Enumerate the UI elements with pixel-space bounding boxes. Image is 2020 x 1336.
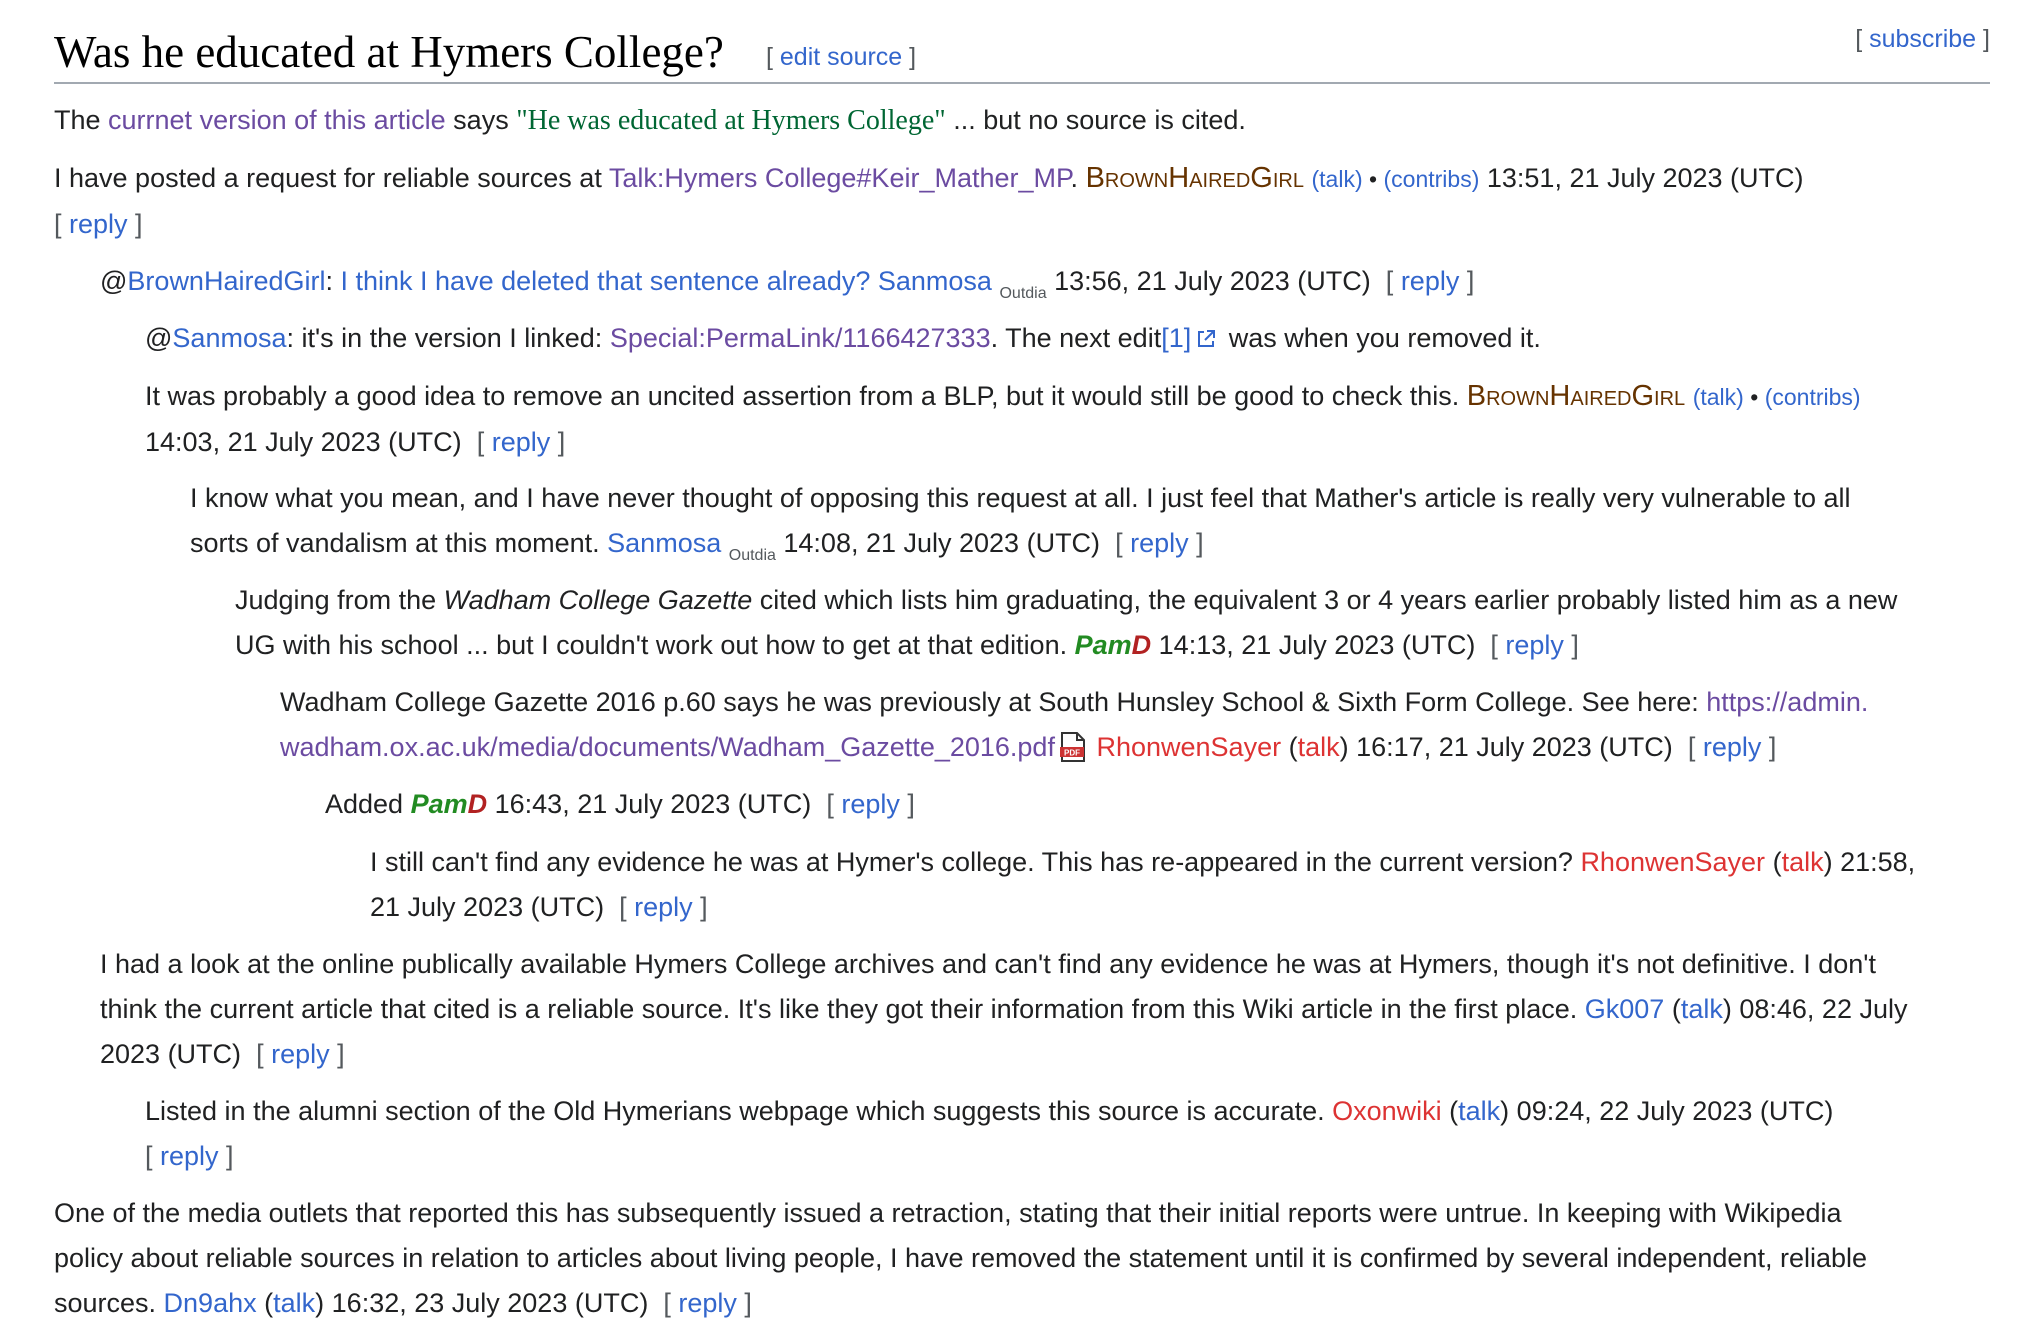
quoted-text: "He was educated at Hymers College" — [516, 105, 946, 136]
comment-line — [280, 680, 2000, 725]
comment-line: policy about reliable sources in relation to articles about living people, I have removed the statement until it is confirmed by several independent, reliable — [54, 1243, 1868, 1273]
comment-text: I still can't find any evidence he was at Hymer's college. This has re-appeared in the current version? — [370, 847, 1581, 877]
reply-control: [ reply ] — [256, 1039, 345, 1069]
at-symbol: @ — [145, 323, 173, 353]
comment-1 — [54, 98, 1246, 143]
reply-control: [ reply ] — [1385, 266, 1475, 296]
timestamp: 14:08, 21 July 2023 (UTC) — [775, 528, 1101, 558]
comment-line: I had a look at the online publically available Hymers College archives and can't find any evidence he was at Hymers, though it's not definitive. I don't — [100, 949, 1876, 979]
comment-line — [235, 578, 1995, 623]
reply-button[interactable]: reply — [1505, 630, 1564, 660]
user-subscript: Outdia — [728, 547, 776, 564]
comment-text: sources. — [54, 1288, 164, 1318]
user-link-pamd[interactable]: PamD — [410, 789, 488, 819]
subscribe-button[interactable]: subscribe — [1869, 25, 1977, 53]
bracket: [ — [766, 43, 780, 71]
user-talk-link[interactable]: (talk) — [1311, 166, 1363, 192]
timestamp: 08:46, 22 July — [1731, 994, 1908, 1024]
comment-text: Wadham College Gazette 2016 p.60 says he was previously at South Hunsley School & Sixth Form College. See here: — [280, 687, 1707, 717]
comment-line — [54, 156, 1984, 202]
comment-text: . — [1070, 163, 1086, 193]
reply-control: [ reply ] — [1115, 528, 1204, 558]
at-symbol: @ — [100, 266, 128, 296]
gazette-url-link[interactable]: wadham.ox.ac.uk/media/documents/Wadham_Gazette_2016.pdf — [280, 732, 1055, 762]
user-link-brownhairedgirl[interactable]: BrownHairedGirl — [1085, 162, 1304, 194]
user-talk-link[interactable]: talk — [1680, 994, 1723, 1024]
comment-line — [145, 420, 1995, 465]
user-contribs-link[interactable]: (contribs) — [1764, 384, 1861, 410]
reply-control: [ reply ] — [826, 789, 915, 819]
comment-text: Listed in the alumni section of the Old Hymerians webpage which suggests this source is accurate. — [145, 1096, 1333, 1126]
comment-line: Listed in the alumni section of the Old Hymerians webpage which suggests this source is accurate. Oxonwiki (talk) 09:24, 22 July 2023 (UTC) — [145, 1096, 1834, 1126]
user-contribs-link[interactable]: (contribs) — [1383, 166, 1480, 192]
comment-3 — [100, 259, 1474, 316]
user-subscript: Outdia — [999, 285, 1047, 302]
ping-link-sanmosa[interactable]: Sanmosa — [172, 323, 287, 353]
comment-line: sources. Dn9ahx (talk) 16:32, 23 July 2023 (UTC) [ reply ] — [54, 1288, 752, 1318]
section-heading — [54, 22, 1990, 84]
reply-control: [ reply ] — [1490, 630, 1579, 660]
reply-button[interactable]: reply — [678, 1288, 737, 1318]
timestamp: 14:03, 21 July 2023 (UTC) — [145, 427, 462, 457]
comment-text: I have posted a request for reliable sources at — [54, 163, 609, 193]
reply-control: [ reply ] — [145, 1141, 234, 1171]
comment-text: Added — [325, 789, 411, 819]
comment-line — [190, 521, 1990, 578]
comment-text: ... but no source is cited. — [945, 105, 1246, 135]
bracket: ] — [902, 43, 917, 71]
timestamp: 2023 (UTC) — [100, 1039, 242, 1069]
bracket: [ — [1855, 25, 1870, 53]
comment-text: says — [445, 105, 517, 135]
comment-line — [145, 374, 1995, 420]
talk-section-link[interactable]: Talk:Hymers College#Keir_Mather_MP — [608, 163, 1071, 193]
user-link-dn9ahx[interactable]: Dn9ahx — [163, 1288, 257, 1318]
separator: • — [1362, 166, 1384, 192]
comment-text: It was probably a good idea to remove an uncited assertion from a BLP, but it would still be good to check this. — [145, 381, 1467, 411]
comment-line — [370, 885, 2000, 930]
comment-text: . The next edit — [990, 323, 1162, 353]
comment-5 — [145, 374, 1995, 465]
reply-button[interactable]: reply — [634, 892, 693, 922]
comment-10 — [370, 840, 2000, 930]
comment-line: wadham.ox.ac.uk/media/documents/Wadham_Gazette_2016.pdf PDF RhonwenSayer (talk) 16:17, 21 July 2023 (UTC) [ reply ] — [280, 732, 1777, 762]
user-talk-link[interactable]: talk — [1297, 732, 1340, 762]
timestamp: 21:58, — [1832, 847, 1916, 877]
timestamp: 13:51, 21 July 2023 (UTC) — [1479, 163, 1804, 193]
comment-line — [100, 1032, 2000, 1077]
user-link-rhonwensayer[interactable]: RhonwenSayer — [1096, 732, 1282, 762]
edit-source-link[interactable]: edit source — [779, 43, 903, 71]
timestamp: 16:17, 21 July 2023 (UTC) — [1348, 732, 1673, 762]
comment-text: : it's in the version I linked: — [286, 323, 610, 353]
reply-control: [ reply ] — [54, 209, 143, 239]
user-link-sanmosa[interactable]: Sanmosa — [877, 266, 992, 296]
comment-line: I still can't find any evidence he was at Hymer's college. This has re-appeared in the current version? RhonwenSayer (talk) 21:58, — [370, 847, 1916, 877]
reply-button[interactable]: reply — [160, 1141, 219, 1171]
timestamp: 16:43, 21 July 2023 (UTC) — [487, 789, 812, 819]
comment-text-link[interactable]: I think I have deleted that sentence already? — [340, 266, 878, 296]
comment-text: was when you removed it. — [1221, 323, 1541, 353]
user-link-sanmosa[interactable]: Sanmosa — [607, 528, 722, 558]
user-link-brownhairedgirl[interactable]: BrownHairedGirl — [1466, 380, 1686, 412]
reply-control: [ reply ] — [476, 427, 566, 457]
comment-text: UG with his school ... but I couldn't work out how to get at that edition. — [235, 630, 1075, 660]
comment-2 — [54, 156, 1984, 247]
user-talk-link[interactable]: talk — [1458, 1096, 1501, 1126]
section-title: Was he educated at Hymers College? — [54, 27, 724, 77]
pdf-icon — [1059, 732, 1087, 762]
user-talk-link[interactable]: (talk) — [1692, 384, 1744, 410]
subscribe-control — [1855, 25, 1990, 54]
reply-button[interactable]: reply — [1130, 528, 1189, 558]
reply-control: [ reply ] — [619, 892, 708, 922]
ping-link-brownhairedgirl[interactable]: BrownHairedGirl — [127, 266, 326, 296]
reply-button[interactable]: reply — [491, 427, 551, 457]
timestamp: 09:24, 22 July 2023 (UTC) — [1509, 1096, 1834, 1126]
user-talk-link[interactable]: talk — [1781, 847, 1824, 877]
comment-text: sorts of vandalism at this moment. — [190, 528, 608, 558]
timestamp: 14:13, 21 July 2023 (UTC) — [1151, 630, 1476, 660]
reply-control: [ reply ] — [1687, 732, 1777, 762]
permalink-link[interactable]: Special:PermaLink/1166427333 — [609, 323, 991, 353]
user-link-oxonwiki[interactable]: Oxonwiki — [1332, 1096, 1442, 1126]
timestamp: 21 July 2023 (UTC) — [370, 892, 605, 922]
reply-button[interactable]: reply — [1702, 732, 1762, 762]
svg-text:PDF: PDF — [1063, 748, 1080, 758]
reply-control: [ reply ] — [663, 1288, 752, 1318]
comment-6 — [190, 476, 1990, 578]
comment-9 — [325, 782, 915, 827]
comment-text: think the current article that cited is a reliable source. It's like they got their information from this Wiki article in the first place. — [100, 994, 1585, 1024]
reply-button[interactable]: reply — [69, 209, 128, 239]
comment-7 — [235, 578, 1995, 668]
comment-11 — [100, 942, 2000, 1077]
timestamp: 16:32, 23 July 2023 (UTC) — [324, 1288, 649, 1318]
article-version-link[interactable]: currnet version of this article — [108, 105, 446, 135]
comment-13 — [54, 1191, 2004, 1326]
comment-line — [235, 623, 1995, 668]
comment-text: cited which lists him graduating, the equivalent 3 or 4 years earlier probably listed him as a new — [752, 585, 1898, 615]
user-link-pamd[interactable]: PamD — [1074, 630, 1152, 660]
bracket: ] — [1976, 25, 1990, 53]
comment-4 — [145, 316, 1541, 361]
reply-button[interactable]: reply — [1400, 266, 1460, 296]
colon: : — [325, 266, 341, 296]
reply-button[interactable]: reply — [841, 789, 900, 819]
gazette-url-link[interactable]: https://admin. — [1706, 687, 1869, 717]
user-talk-link[interactable]: talk — [273, 1288, 316, 1318]
comment-line: I know what you mean, and I have never thought of opposing this request at all. I just feel that Mather's article is really very vulnerable to all — [190, 483, 1851, 513]
comment-line: One of the media outlets that reported this has subsequently issued a retraction, stating that their initial reports were untrue. In keeping with Wikipedia — [54, 1198, 1842, 1228]
gazette-title: Wadham College Gazette — [443, 585, 753, 615]
user-link-rhonwensayer[interactable]: RhonwenSayer — [1580, 847, 1766, 877]
comment-8 — [280, 680, 2000, 770]
comment-text: Judging from the — [235, 585, 444, 615]
reference-link[interactable]: [1] — [1161, 323, 1192, 353]
timestamp: 13:56, 21 July 2023 (UTC) — [1046, 266, 1371, 296]
external-link-icon — [1195, 328, 1217, 350]
reply-button[interactable]: reply — [271, 1039, 330, 1069]
comment-text: The — [54, 105, 109, 135]
separator: • — [1743, 384, 1765, 410]
comment-12 — [145, 1089, 1995, 1179]
user-link-gk007[interactable]: Gk007 — [1584, 994, 1665, 1024]
comment-line: think the current article that cited is a reliable source. It's like they got their information from this Wiki article in the first place. Gk007 (talk) 08:46, 22 July — [100, 994, 1908, 1024]
edit-source-control — [766, 43, 916, 72]
